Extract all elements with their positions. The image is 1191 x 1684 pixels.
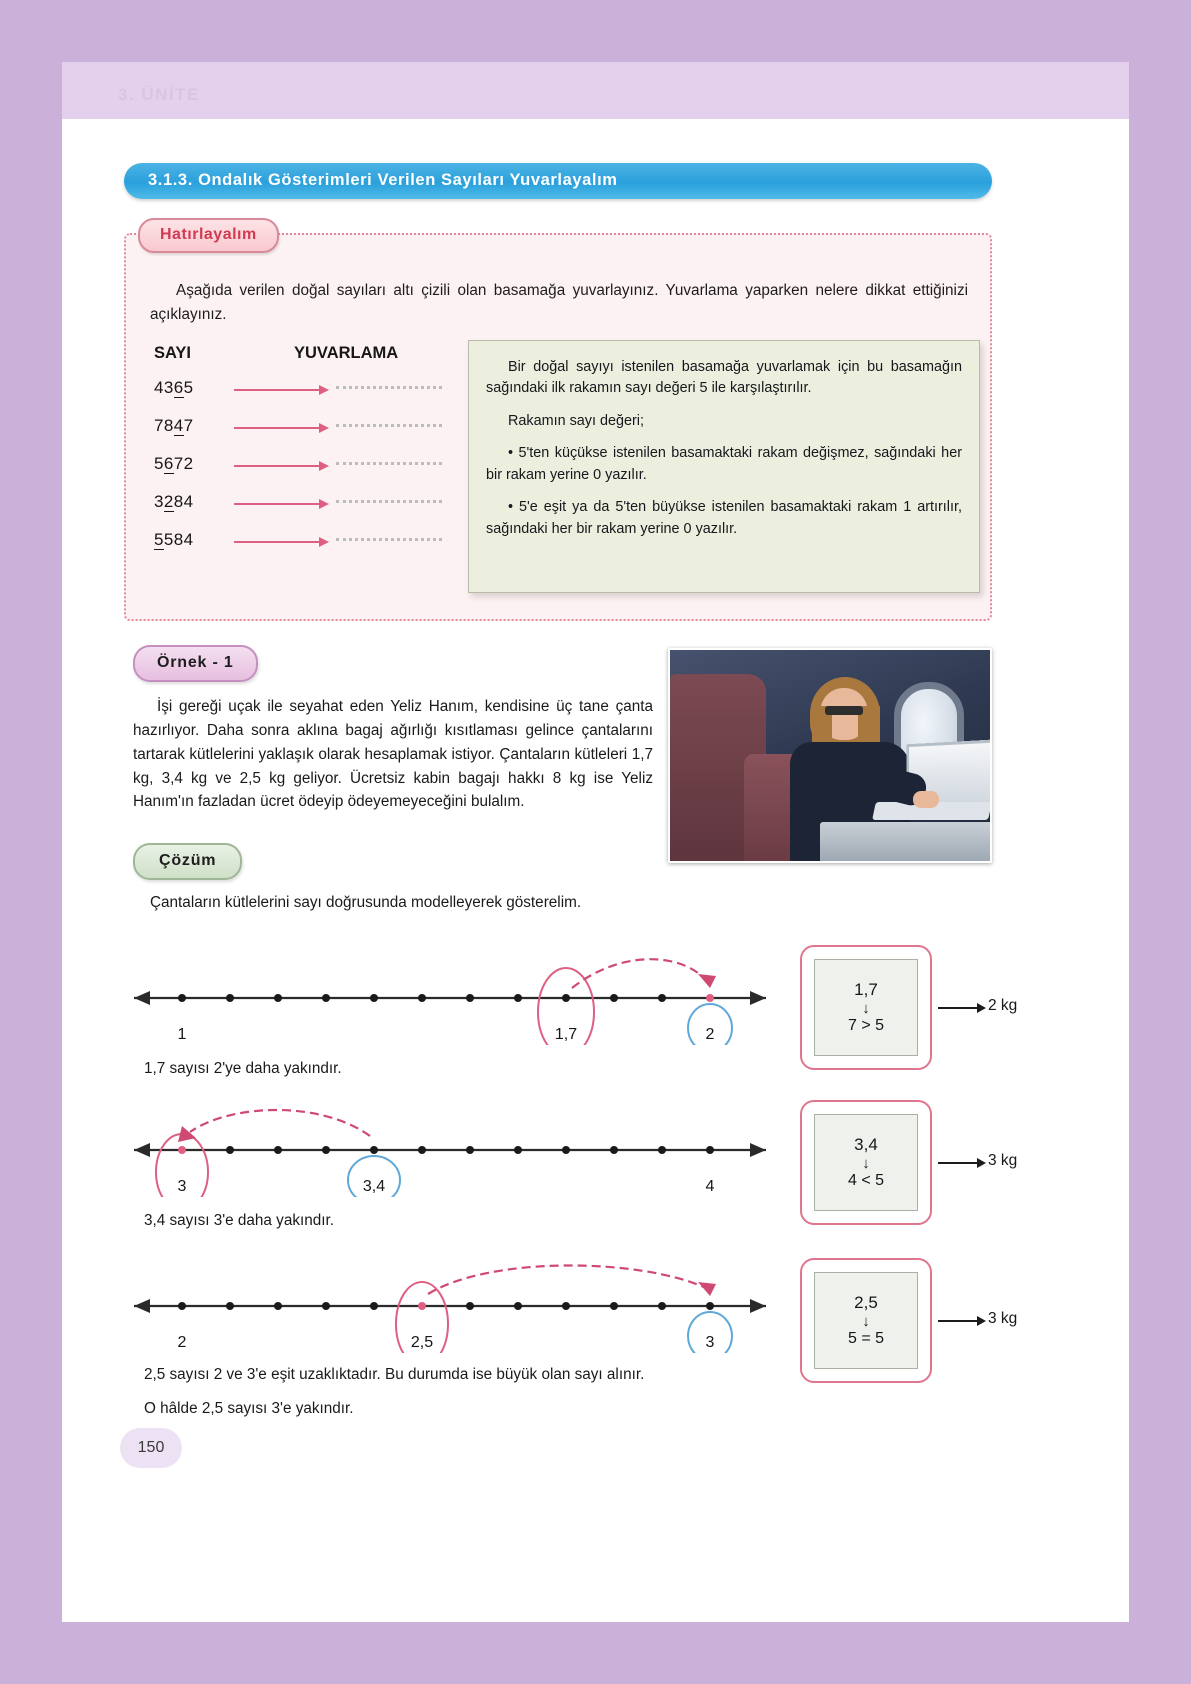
rounding-table	[152, 344, 452, 564]
result-box-3-result: 3 kg	[988, 1310, 1018, 1327]
table-header-row	[152, 344, 452, 374]
numberline-3-value-label: 2,5	[410, 1334, 434, 1351]
numberline-block-1	[120, 940, 780, 1077]
numberline-2-right-label: 4	[705, 1178, 715, 1195]
solution-tab-label: Çözüm	[133, 843, 242, 880]
answer-blank-2[interactable]	[336, 424, 442, 427]
numberline-2-value-label: 3,4	[362, 1178, 386, 1195]
result-box-2	[800, 1100, 932, 1225]
result-box-2-arrow-icon: ↓	[862, 1154, 870, 1172]
note-paragraph-2: Rakamın sayı değeri;	[508, 412, 644, 429]
numberline-3-caption: 2,5 sayısı 2 ve 3'e eşit uzaklıktadır. Bu durumda ise büyük olan sayı alınır.	[144, 1366, 645, 1383]
section-heading-bar	[124, 163, 992, 199]
answer-blank-5[interactable]	[336, 538, 442, 541]
table-row	[152, 374, 452, 412]
table-row	[152, 450, 452, 488]
numberline-2-left-label: 3	[177, 1178, 187, 1195]
result-box-1-arrow-icon: ↓	[862, 999, 870, 1017]
glasses-icon	[825, 706, 863, 715]
result-box-1	[800, 945, 932, 1070]
note-paragraph-4: • 5'e eşit ya da 5'ten büyükse istenilen basamaktaki rakam 1 artırılır, sağındaki her bir rakam yerine 0 yazılır.	[486, 499, 962, 537]
recall-instruction-text: Aşağıda verilen doğal sayıları altı çizili olan basamağa yuvarlayınız. Yuvarlama yaparken nelere dikkat ettiğinizi açıklayınız.	[150, 282, 968, 323]
numberline-svg-2	[120, 1092, 780, 1197]
numberline-3-left-label: 2	[177, 1334, 187, 1351]
result-box-2-compare: 4 < 5	[847, 1172, 885, 1190]
result-arrow-icon-1	[938, 1007, 978, 1009]
right-purple-band	[1129, 0, 1191, 1684]
numberline-svg-3	[120, 1248, 780, 1353]
solution-lead-text: Çantaların kütlelerini sayı doğrusunda modelleyerek gösterelim.	[150, 894, 582, 911]
number-value-2: 7847	[154, 416, 194, 435]
column-header-sayi: SAYI	[154, 344, 191, 362]
result-box-2-value: 3,4	[854, 1134, 878, 1154]
result-box-3-value: 2,5	[854, 1292, 878, 1312]
numberline-3-right-label: 3	[705, 1334, 715, 1351]
answer-blank-4[interactable]	[336, 500, 442, 503]
arrow-icon	[234, 541, 320, 543]
column-header-yuvarlama: YUVARLAMA	[294, 344, 399, 362]
table-row	[152, 526, 452, 564]
page-number: 150	[120, 1428, 182, 1468]
result-box-2-result: 3 kg	[988, 1152, 1018, 1169]
numberline-3-caption-2: O hâlde 2,5 sayısı 3'e yakındır.	[144, 1400, 354, 1417]
numberline-2-caption: 3,4 sayısı 3'e daha yakındır.	[144, 1212, 335, 1229]
result-box-3	[800, 1258, 932, 1383]
top-purple-band	[0, 0, 1191, 62]
result-box-1-value: 1,7	[854, 979, 878, 999]
result-box-3-compare: 5 = 5	[847, 1330, 885, 1348]
bottom-purple-band	[0, 1622, 1191, 1684]
arrow-icon	[234, 427, 320, 429]
numberline-block-3	[120, 1248, 780, 1417]
unit-header-strip	[62, 62, 1129, 119]
airplane-passenger-photo	[668, 648, 992, 863]
numberline-1-left-label: 1	[177, 1026, 187, 1043]
numberline-1-right-label: 2	[705, 1026, 715, 1043]
result-arrow-icon-2	[938, 1162, 978, 1164]
hand-shape	[913, 791, 939, 808]
unit-label: 3. ÜNİTE	[118, 85, 200, 104]
table-row	[152, 488, 452, 526]
recall-tab-label: Hatırlayalım	[138, 218, 279, 253]
note-paragraph-1: Bir doğal sayıyı istenilen basamağa yuvarlamak için bu basamağın sağındaki ilk rakamın sayı değeri 5 ile karşılaştırılır.	[486, 359, 962, 397]
result-box-3-arrow-icon: ↓	[862, 1312, 870, 1330]
example-problem-text: İşi gereği uçak ile seyahat eden Yeliz Hanım, kendisine üç tane çanta hazırlıyor. Daha sonra aklına bagaj ağırlığı kısıtlaması gelince çantalarını tartarak kütlelerini yaklaşık olarak hesaplamak istiyor. Çantaların kütleleri 1,7 kg, 3,4 kg ve 2,5 kg geliyor. Ücretsiz kabin bagajı hakkı 8 kg ise Yeliz Hanım'ın fazladan ücret ödeyip ödeyemeyeceğini bulalım.	[133, 698, 653, 811]
tray-table	[820, 822, 992, 863]
result-box-1-compare: 7 > 5	[847, 1017, 885, 1035]
left-purple-band	[0, 0, 62, 1684]
number-value-1: 4365	[154, 378, 194, 397]
answer-blank-1[interactable]	[336, 386, 442, 389]
arrow-icon	[234, 465, 320, 467]
numberline-block-2	[120, 1092, 780, 1229]
result-arrow-icon-3	[938, 1320, 978, 1322]
arrow-icon	[234, 389, 320, 391]
numberline-1-value-label: 1,7	[554, 1026, 578, 1043]
answer-blank-3[interactable]	[336, 462, 442, 465]
section-title: 3.1.3. Ondalık Gösterimleri Verilen Sayıları Yuvarlayalım	[148, 171, 618, 189]
arrow-icon	[234, 503, 320, 505]
number-value-3: 5672	[154, 454, 194, 473]
result-box-1-result: 2 kg	[988, 997, 1018, 1014]
number-value-4: 3284	[154, 492, 194, 511]
note-paragraph-3: • 5'ten küçükse istenilen basamaktaki rakam değişmez, sağındaki her bir rakam yerine 0 yazılır.	[486, 445, 962, 483]
example-tab-label: Örnek - 1	[133, 645, 258, 682]
rounding-rule-note-card	[468, 340, 980, 593]
numberline-1-caption: 1,7 sayısı 2'ye daha yakındır.	[144, 1060, 342, 1077]
numberline-svg-1	[120, 940, 780, 1045]
number-value-5: 5584	[154, 530, 194, 549]
table-row	[152, 412, 452, 450]
